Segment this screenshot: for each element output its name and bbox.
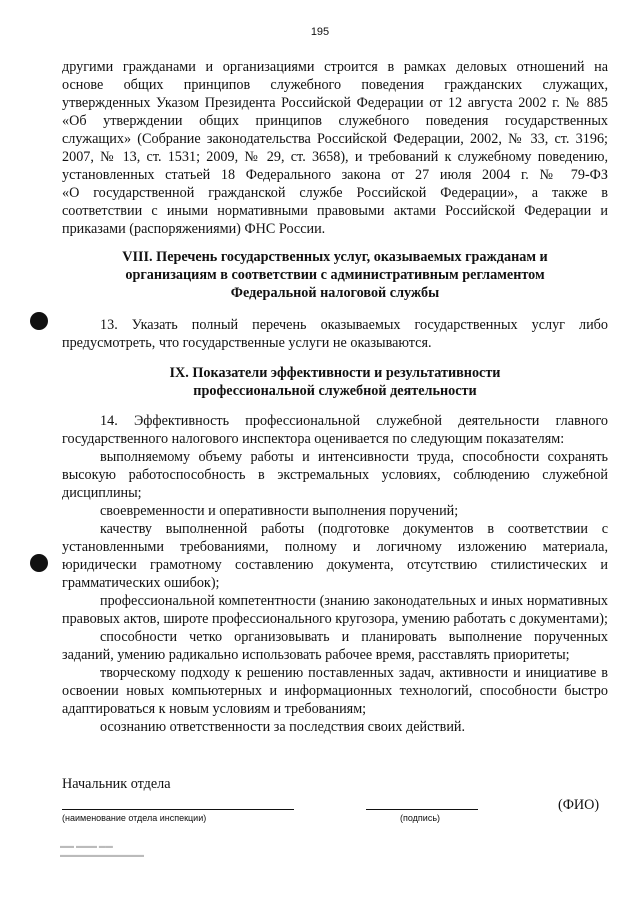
criterion-item: выполняемому объему работы и интенсивности труда, способности сохранять высокую работоспособность в экстремальных условиях, соблюдению служебной дисциплины; (62, 449, 608, 501)
criterion-item: осознанию ответственности за последствия своих действий. (100, 719, 466, 735)
signature-line (366, 809, 478, 810)
heading-line: Федеральной налоговой службы (230, 285, 440, 301)
intro-line: основе общих принципов служебного поведения гражданских служащих, (62, 77, 608, 93)
section-9-heading (62, 364, 608, 400)
heading-line: VIII. Перечень государственных услуг, оказываемых гражданам и (122, 249, 548, 265)
criterion-item: своевременности и оперативности выполнения поручений; (100, 503, 459, 519)
intro-paragraph (62, 58, 608, 238)
intro-line: установленных статьей 18 Федерального закона от 27 июля 2004 г. № 79-ФЗ (62, 167, 608, 183)
section-8-heading (62, 248, 608, 302)
criterion-item: творческому подходу к решению поставленных задач, активности и инициативе в освоении новых компьютерных и информационных технологий, способности быстро адаптироваться к новым условиям и требованиям; (62, 665, 608, 717)
criterion-item: способности четко организовывать и планировать выполнение порученных заданий, умению радикально использовать рабочее время, расставлять приоритеты; (62, 629, 608, 663)
intro-line: другими гражданами и организациями строится в рамках деловых отношений на (62, 59, 608, 75)
intro-line: «Об утверждении общих принципов служебного поведения государственных (62, 113, 608, 129)
department-line (62, 809, 294, 810)
paragraph-14: 14. Эффективность профессиональной служебной деятельности главного государственного налогового инспектора оценивается по следующим показателям: (62, 413, 608, 447)
heading-line: профессиональной служебной деятельности (193, 383, 477, 399)
paragraph-13: 13. Указать полный перечень оказываемых государственных услуг либо предусмотреть, что государственные услуги не оказываются. (62, 317, 608, 351)
margin-bullet-dot (30, 312, 48, 330)
faint-scan-stamp: ▬▬ ▬▬▬ ▬▬ ▬▬▬▬▬▬▬▬▬▬▬▬ (60, 843, 144, 859)
heading-line: организациям в соответствии с административным регламентом (125, 267, 545, 283)
department-caption: (наименование отдела инспекции) (62, 813, 207, 823)
intro-line: 2007, № 13, ст. 1531; 2009, № 29, ст. 3658), и требований к служебному поведению, (62, 149, 608, 165)
intro-line: утвержденных Указом Президента Российской Федерации от 12 августа 2002 г. № 885 (62, 95, 608, 111)
criterion-item: профессиональной компетентности (знанию законодательных и иных нормативных правовых актов, широте профессионального кругозора, умению работать с документами); (62, 593, 608, 627)
intro-line: служащих» (Собрание законодательства Российской Федерации, 2002, № 33, ст. 3196; (62, 131, 608, 147)
section-9-body (62, 412, 608, 736)
page-number: 195 (310, 26, 330, 38)
criterion-item: качеству выполненной работы (подготовке документов в соответствии с установленными требованиями, полному и логичному изложению материала, юридически грамотному составлению документа, отсутствию стилистических и грамматических ошибок); (62, 521, 608, 591)
signature-title: Начальник отдела (62, 776, 171, 792)
intro-line: соответствии с иными нормативными правовыми актами Российской Федерации и (62, 203, 608, 219)
margin-bullet-dot (30, 554, 48, 572)
signature-caption: (подпись) (400, 813, 441, 823)
intro-line: «О государственной гражданской службе Российской Федерации», а также в (62, 185, 608, 201)
heading-line: IX. Показатели эффективности и результативности (169, 365, 501, 381)
intro-line: приказами (распоряжениями) ФНС России. (62, 221, 326, 237)
fio-label: (ФИО) (558, 797, 600, 813)
